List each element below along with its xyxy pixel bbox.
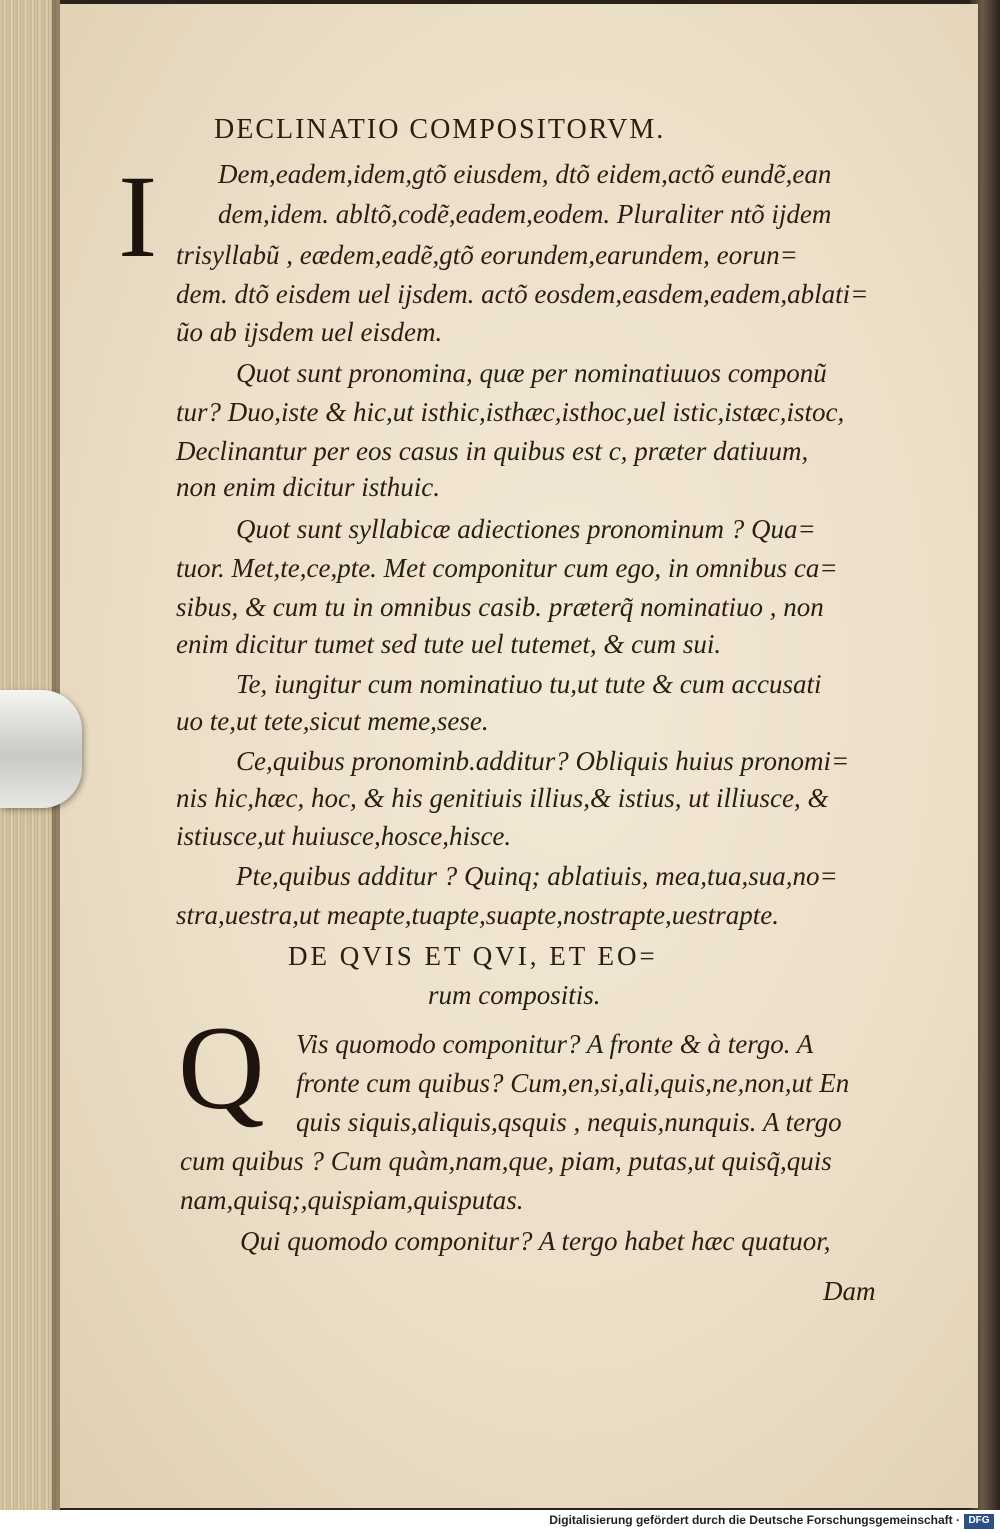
- text-line: Declinantur per eos casus in quibus est c, præter datiuum,: [176, 436, 809, 466]
- text-line: sibus, & cum tu in omnibus casib. præterq̃ nominatiuo , non: [176, 592, 824, 622]
- text-line: Pte,quibus additur ? Quinq; ablatiuis, mea,tua,sua,no=: [236, 861, 838, 891]
- text-line: tuor. Met,te,ce,pte. Met componitur cum ego, in omnibus ca=: [176, 553, 838, 583]
- text-line: dem,idem. abltõ,codẽ,eadem,eodem. Pluraliter ntõ ijdem: [218, 199, 832, 229]
- text-line: tur? Duo,iste & hic,ut isthic,isthæc,isthoc,uel istic,istæc,istoc,: [176, 397, 845, 427]
- text-line: istiusce,ut huiusce,hosce,hisce.: [176, 821, 512, 851]
- drop-cap-i: I: [118, 151, 158, 282]
- text-line: Dem,eadem,idem,gtõ eiusdem, dtõ eidem,actõ eundẽ,ean: [218, 159, 832, 189]
- page-text: [60, 4, 978, 1508]
- footer-bar: [0, 1510, 1000, 1533]
- drop-cap-q: Q: [178, 1001, 265, 1134]
- text-line: Ce,quibus pronominb.additur? Obliquis huius pronomi=: [236, 746, 850, 776]
- page-clip: [0, 690, 82, 808]
- text-line: quis siquis,aliquis,qsquis , nequis,nunquis. A tergo: [296, 1107, 842, 1137]
- text-line: enim dicitur tumet sed tute uel tutemet, & cum sui.: [176, 629, 722, 659]
- dfg-logo-icon: [964, 1514, 994, 1529]
- text-line: dem. dtõ eisdem uel ijsdem. actõ eosdem,easdem,eadem,ablati=: [176, 279, 869, 309]
- catchword: Dam: [823, 1276, 876, 1306]
- section-heading: DE QVIS ET QVI, ET EO=: [288, 941, 658, 971]
- text-line: Te, iungitur cum nominatiuo tu,ut tute & cum accusati: [236, 669, 822, 699]
- text-line: uo te,ut tete,sicut meme,sese.: [176, 706, 489, 736]
- book-page: [60, 4, 978, 1508]
- text-line: stra,uestra,ut meapte,tuapte,suapte,nostrapte,uestrapte.: [176, 900, 779, 930]
- text-line: fronte cum quibus? Cum,en,si,ali,quis,ne,non,ut En: [296, 1068, 850, 1098]
- text-line: Qui quomodo componitur? A tergo habet hæc quatuor,: [240, 1226, 831, 1256]
- text-line: nam,quisq;,quispiam,quisputas.: [180, 1185, 524, 1215]
- text-line: Quot sunt syllabicæ adiectiones pronominum ? Qua=: [236, 514, 816, 544]
- funding-notice: Digitalisierung gefördert durch die Deutsche Forschungsgemeinschaft ·: [549, 1513, 960, 1527]
- section-subheading: rum compositis.: [428, 980, 601, 1010]
- text-line: non enim dicitur isthuic.: [176, 472, 440, 502]
- page-header: DECLINATIO COMPOSITORVM.: [214, 114, 666, 145]
- text-line: cum quibus ? Cum quàm,nam,que, piam, putas,ut quisq̃,quis: [180, 1146, 832, 1176]
- text-line: trisyllabũ , eædem,eadẽ,gtõ eorundem,earundem, eorun=: [176, 240, 798, 270]
- text-line: nis hic,hæc, hoc, & his genitiuis illius,& istius, ut illiusce, &: [176, 783, 829, 813]
- text-line: ũo ab ijsdem uel eisdem.: [176, 317, 443, 347]
- dfg-logo-label: DFG: [968, 1515, 990, 1526]
- text-line: Quot sunt pronomina, quæ per nominatiuuos componũ: [236, 358, 827, 388]
- text-line: Vis quomodo componitur? A fronte & à tergo. A: [296, 1029, 814, 1059]
